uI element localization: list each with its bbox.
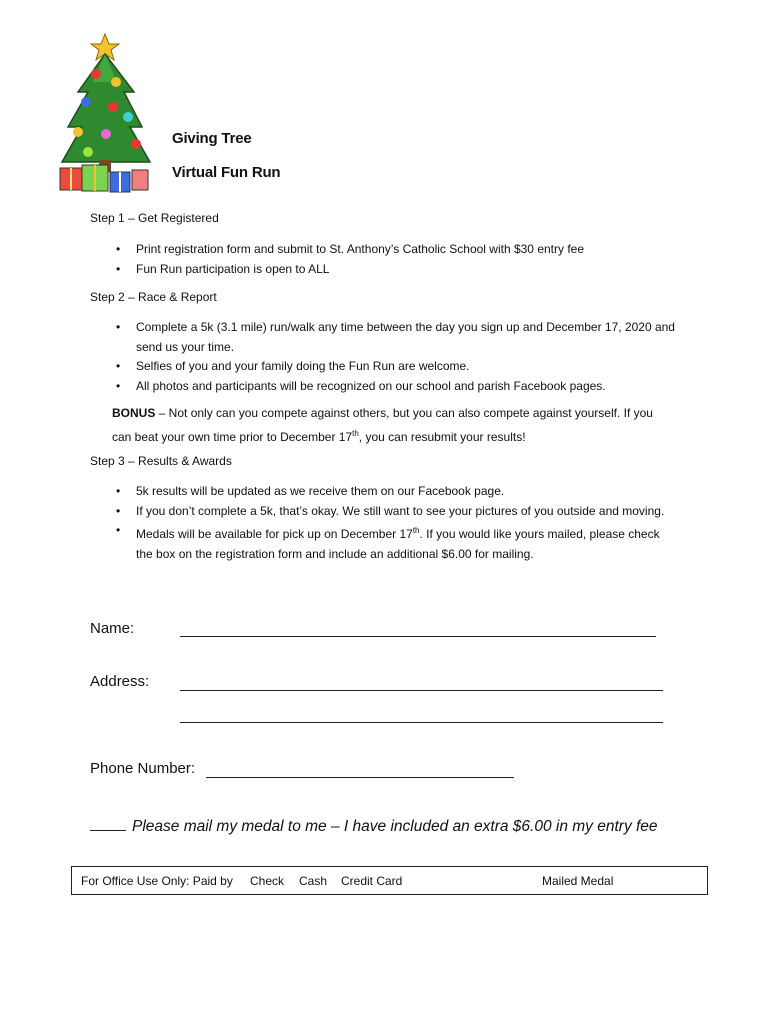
list-item: • Complete a 5k (3.1 mile) run/walk any time between the day you sign up and December 17, 2020 and send us your time. [116, 318, 676, 357]
name-field[interactable] [180, 636, 656, 637]
list-item: • Print registration form and submit to St. Anthony’s Catholic School with $30 entry fee [116, 240, 676, 260]
step2-list [116, 318, 676, 396]
step3-list [116, 482, 676, 564]
address-label: Address: [90, 673, 150, 690]
address-field-line1[interactable] [180, 690, 663, 691]
bonus-text: – Not only can you compete against others, but you can also compete against yourself. If you can beat your own time prior to December 17 [112, 406, 653, 444]
medal-text-end: . If you would like yours mailed, please check the box on the registration form and include an additional $6.00 for mailing. [136, 527, 660, 561]
address-field-line2[interactable] [180, 722, 663, 723]
office-use-label: For Office Use Only: Paid by [81, 874, 233, 888]
christmas-tree-icon [58, 32, 158, 197]
step3-heading: Step 3 – Results & Awards [90, 454, 232, 468]
phone-field[interactable] [206, 777, 514, 778]
name-label: Name: [90, 620, 135, 637]
list-item: • Fun Run participation is open to ALL [116, 260, 676, 280]
medal-text: Medals will be available for pick up on December 17 [136, 527, 413, 541]
bonus-text-end: , you can resubmit your results! [358, 429, 526, 444]
list-item: • If you don’t complete a 5k, that’s okay. We still want to see your pictures of you outside and moving. [116, 502, 676, 522]
page-subtitle: Virtual Fun Run [172, 164, 281, 181]
step1-list [116, 240, 676, 279]
step1-heading: Step 1 – Get Registered [90, 211, 219, 225]
medal-sup: th [412, 526, 420, 535]
office-use-box [71, 866, 708, 895]
office-check: Check [250, 874, 285, 888]
office-credit-card: Credit Card [341, 874, 403, 888]
mail-medal-option [90, 818, 658, 836]
mail-medal-checkbox-blank[interactable] [90, 818, 126, 831]
phone-label: Phone Number: [90, 760, 196, 777]
bonus-sup: th [352, 428, 359, 438]
page-title: Giving Tree [172, 130, 252, 147]
bonus-paragraph [112, 404, 672, 447]
list-item: • 5k results will be updated as we receive them on our Facebook page. [116, 482, 676, 502]
list-item: • All photos and participants will be recognized on our school and parish Facebook pages. [116, 377, 676, 397]
office-cash: Cash [299, 874, 328, 888]
mail-medal-text: Please mail my medal to me – I have included an extra $6.00 in my entry fee [132, 818, 658, 835]
list-item: • Selfies of you and your family doing the Fun Run are welcome. [116, 357, 676, 377]
office-mailed-medal: Mailed Medal [542, 874, 614, 888]
bonus-label: BONUS [112, 406, 156, 420]
list-item [116, 521, 676, 564]
step2-heading: Step 2 – Race & Report [90, 290, 217, 304]
